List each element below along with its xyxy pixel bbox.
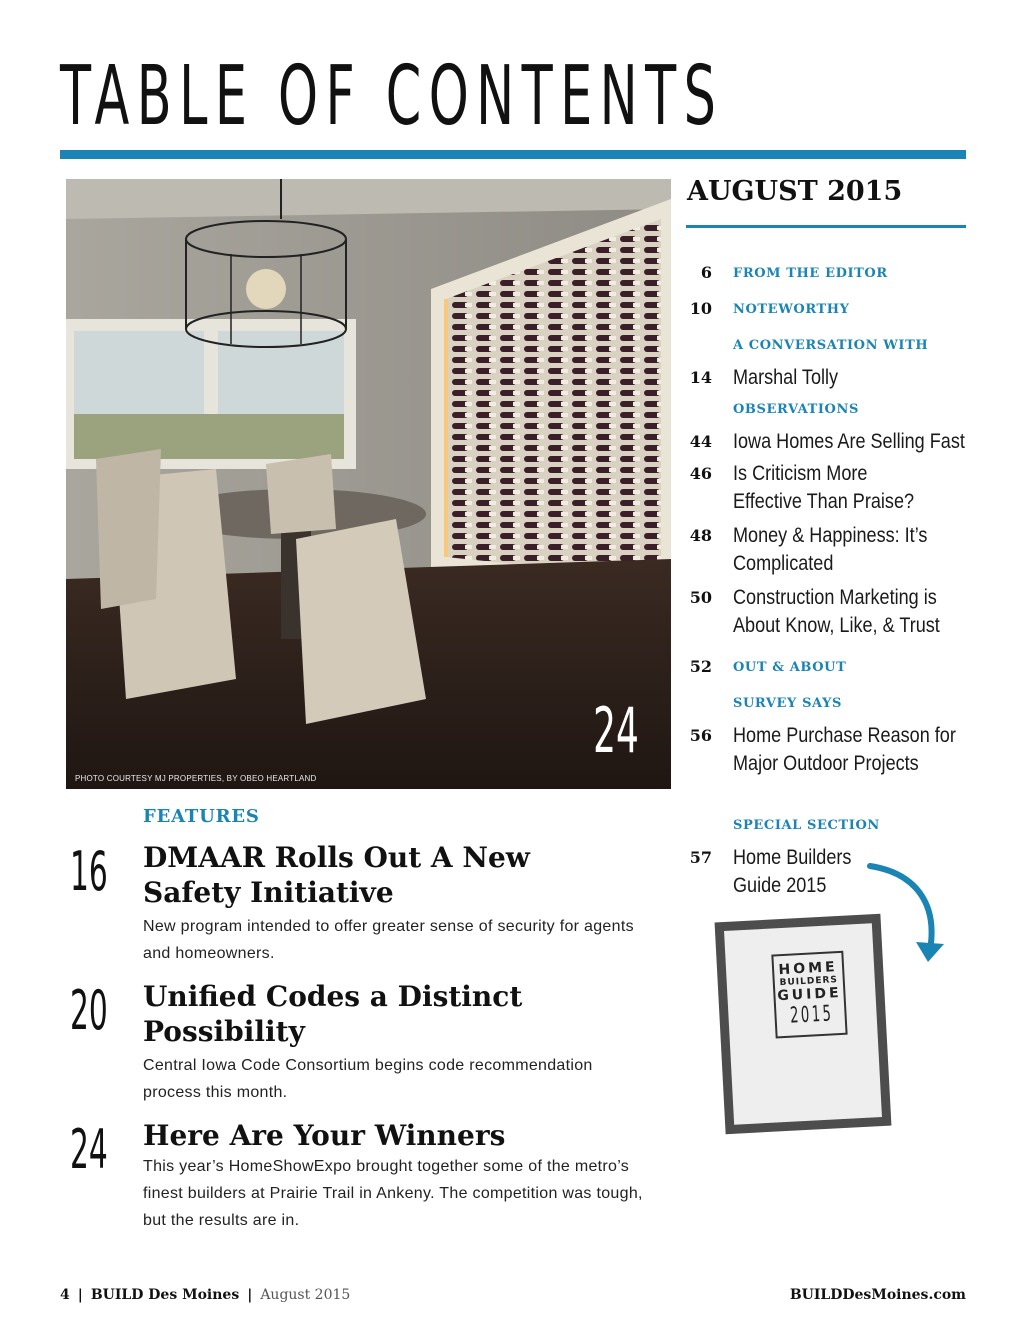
footer-left <box>60 1287 350 1303</box>
toc-kicker: SURVEY SAYS <box>733 696 842 711</box>
photo-page-number: 24 <box>593 694 639 767</box>
feature-description: New program intended to offer greater sense of security for agents and homeowners. <box>143 918 634 962</box>
toc-kicker: OBSERVATIONS <box>733 402 859 417</box>
feature-page-number: 24 <box>70 1118 108 1181</box>
guide-cover-line: GUIDE <box>776 984 842 1005</box>
guide-cover-title <box>771 951 847 1039</box>
page-title: TABLE OF CONTENTS <box>60 49 724 144</box>
toc-kicker: OUT & ABOUT <box>733 660 847 675</box>
toc-kicker: FROM THE EDITOR <box>733 266 888 281</box>
toc-page-number: 48 <box>689 526 712 545</box>
toc-title: Money & Happiness: It’s Complicated <box>733 524 928 575</box>
toc-kicker: NOTEWORTHY <box>733 302 850 317</box>
feature-page-number: 20 <box>70 979 108 1042</box>
toc-list <box>686 256 976 778</box>
footer-page-number: 4 <box>60 1287 70 1303</box>
toc-page-number: 6 <box>700 263 712 282</box>
dining-room-photo <box>66 179 671 789</box>
footer-separator: | <box>247 1287 253 1303</box>
footer-separator: | <box>77 1287 83 1303</box>
toc-entry[interactable] <box>686 686 976 778</box>
feature-item[interactable] <box>60 979 660 1106</box>
toc-page-number: 57 <box>689 848 712 867</box>
issue-date: AUGUST 2015 <box>687 176 903 207</box>
guide-cover-image <box>715 914 892 1134</box>
feature-item[interactable] <box>60 840 660 967</box>
guide-cover-line: BUILDERS <box>779 975 839 989</box>
toc-kicker: A CONVERSATION WITH <box>733 338 929 353</box>
toc-page-number: 52 <box>689 657 712 676</box>
toc-entry[interactable] <box>686 392 976 456</box>
issue-rule <box>686 225 966 228</box>
toc-page-number: 10 <box>689 299 712 318</box>
footer-publication: BUILD Des Moines <box>90 1287 240 1303</box>
guide-cover-line: HOME <box>778 959 839 979</box>
toc-title: Construction Marketing is About Know, Like, & Trust <box>733 586 940 637</box>
photo-credit: PHOTO COURTESY MJ PROPERTIES, BY OBEO HEARTLAND <box>75 774 317 783</box>
feature-item[interactable] <box>60 1118 660 1234</box>
toc-title: Home Purchase Reason for Major Outdoor Projects <box>733 724 956 775</box>
toc-page-number: 56 <box>689 726 712 745</box>
footer-date: August 2015 <box>260 1287 351 1303</box>
features-heading: FEATURES <box>143 806 260 827</box>
feature-title: DMAAR Rolls Out A New Safety Initiative <box>143 841 530 909</box>
toc-entry[interactable] <box>686 460 976 516</box>
toc-entry[interactable] <box>686 522 976 578</box>
toc-page-number: 46 <box>689 464 712 483</box>
title-rule <box>60 150 966 159</box>
feature-description: Central Iowa Code Consortium begins code recommendation process this month. <box>143 1057 593 1101</box>
toc-entry[interactable] <box>686 292 976 328</box>
guide-cover-line: 2015 <box>789 1001 834 1029</box>
toc-kicker: SPECIAL SECTION <box>733 818 880 833</box>
toc-title: Home Builders Guide 2015 <box>733 846 852 897</box>
toc-entry[interactable] <box>686 584 976 640</box>
toc-title: Is Criticism More Effective Than Praise? <box>733 462 915 513</box>
toc-entry[interactable] <box>686 256 976 292</box>
dining-room-illustration <box>66 179 671 789</box>
toc-page-number: 50 <box>689 588 712 607</box>
feature-title: Here Are Your Winners <box>143 1119 506 1152</box>
feature-title: Unified Codes a Distinct Possibility <box>143 980 523 1048</box>
toc-page-number: 44 <box>689 432 712 451</box>
toc-entry[interactable] <box>686 650 976 686</box>
toc-title: Iowa Homes Are Selling Fast <box>733 430 965 453</box>
feature-page-number: 16 <box>70 840 108 903</box>
toc-title: Marshal Tolly <box>733 366 839 389</box>
toc-entry[interactable] <box>686 328 976 392</box>
toc-page-number: 14 <box>689 368 712 387</box>
footer-website[interactable]: BUILDDesMoines.com <box>789 1287 966 1303</box>
feature-description: This year’s HomeShowExpo brought together some of the metro’s finest builders at Prairie Trail in Ankeny. The competition was tough, but the results are in. <box>143 1158 643 1229</box>
